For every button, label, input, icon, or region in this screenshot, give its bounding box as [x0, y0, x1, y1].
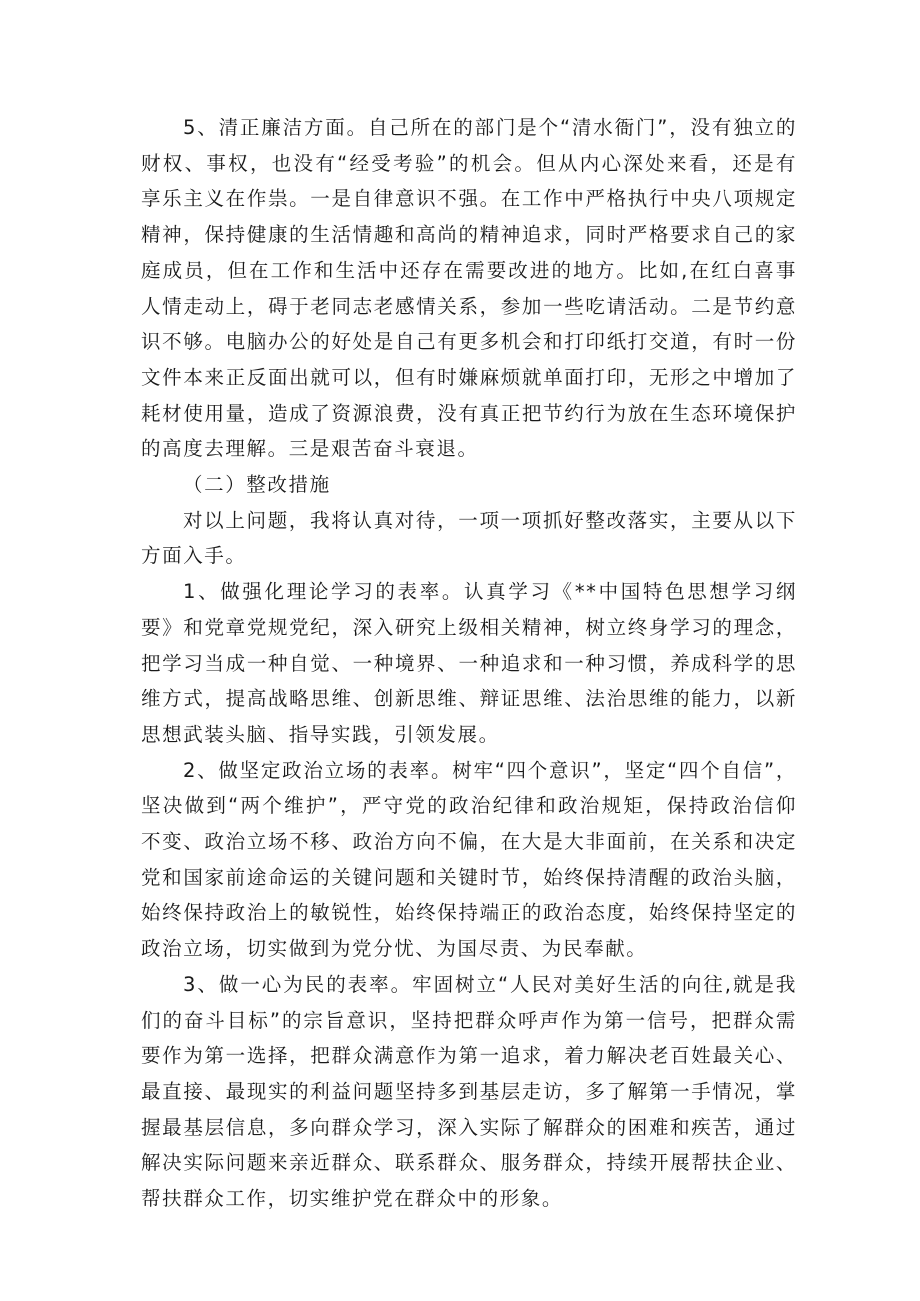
paragraph-measure-1: 1、做强化理论学习的表率。认真学习《**中国特色思想学习纲要》和党章党规党纪，深入研究上级相关精神，树立终身学习的理念，把学习当成一种自觉、一种境界、一种追求和一种习惯，养成科学的思维方式，提高战略思维、创新思维、辩证思维、法治思维的能力，以新思想武装头脑、指导实践，引领发展。 — [141, 580, 797, 746]
section-heading-rectification: （二）整改措施 — [183, 473, 331, 497]
document-body — [141, 110, 797, 1217]
paragraph-measure-2: 2、做坚定政治立场的表率。树牢“四个意识”，坚定“四个自信”，坚决做到“两个维护”，严守党的政治纪律和政治规矩，保持政治信仰不变、政治立场不移、政治方向不偏，在大是大非面前，在关系和决定党和国家前途命运的关键问题和关键时节，始终保持清醒的政治头脑，始终保持政治上的敏锐性，始终保持端正的政治态度，始终保持坚定的政治立场，切实做到为党分忧、为国尽责、为民奉献。 — [141, 758, 797, 961]
paragraph-integrity: 5、清正廉洁方面。自己所在的部门是个“清水衙门”，没有独立的财权、事权，也没有“经受考验”的机会。但从内心深处来看，还是有享乐主义在作祟。一是自律意识不强。在工作中严格执行中央八项规定精神，保持健康的生活情趣和高尚的精神追求，同时严格要求自己的家庭成员，但在工作和生活中还存在需要改进的地方。比如,在红白喜事人情走动上，碍于老同志老感情关系，参加一些吃请活动。二是节约意识不够。电脑办公的好处是自己有更多机会和打印纸打交道，有时一份文件本来正反面出就可以，但有时嫌麻烦就单面打印，无形之中增加了耗材使用量，造成了资源浪费，没有真正把节约行为放在生态环境保护的高度去理解。三是艰苦奋斗衰退。 — [141, 116, 797, 461]
paragraph-measure-3: 3、做一心为民的表率。牢固树立“人民对美好生活的向往,就是我们的奋斗目标”的宗旨意识，坚持把群众呼声作为第一信号，把群众需要作为第一选择，把群众满意作为第一追求，着力解决老百姓最关心、最直接、最现实的利益问题坚持多到基层走访，多了解第一手情况，掌握最基层信息，多向群众学习，深入实际了解群众的困难和疾苦，通过解决实际问题来亲近群众、联系群众、服务群众，持续开展帮扶企业、帮扶群众工作，切实维护党在群众中的形象。 — [141, 972, 797, 1211]
paragraph-intro: 对以上问题，我将认真对待，一项一项抓好整改落实，主要从以下方面入手。 — [141, 508, 797, 568]
